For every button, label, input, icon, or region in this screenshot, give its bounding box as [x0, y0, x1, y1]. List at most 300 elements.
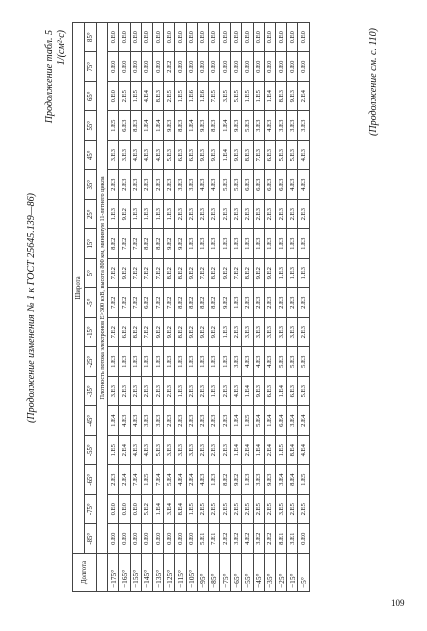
flux-value-cell: 1.E4 — [264, 82, 275, 112]
flux-value-cell: 0.E0 — [108, 524, 119, 554]
longitude-cell: −85° — [208, 554, 219, 592]
flux-value-cell: 8.E2 — [152, 229, 163, 259]
flux-value-cell: 3.E3 — [231, 347, 242, 377]
flux-value-cell: 7.E2 — [164, 288, 175, 318]
flux-value-cell: 1.E3 — [287, 229, 298, 259]
flux-value-cell: 0.E0 — [298, 52, 309, 82]
flux-value-cell: 1.E5 — [298, 465, 309, 495]
flux-value-cell: 3.E3 — [108, 377, 119, 407]
flux-value-cell: 4.E3 — [141, 141, 152, 171]
flux-value-cell: 3.E3 — [253, 111, 264, 141]
flux-value-cell: 1.E3 — [231, 229, 242, 259]
flux-value-cell: 3.E3 — [152, 406, 163, 436]
table-row — [298, 22, 309, 591]
flux-value-cell: 1.E3 — [298, 229, 309, 259]
latitude-title-row — [73, 22, 85, 591]
table-row — [108, 22, 119, 591]
flux-value-cell: 3.E4 — [287, 406, 298, 436]
flux-value-cell: 1.E5 — [108, 111, 119, 141]
flux-value-cell: 0.E0 — [186, 22, 197, 52]
flux-value-cell: 0.E0 — [130, 52, 141, 82]
flux-value-cell: 2.E5 — [197, 495, 208, 525]
flux-value-cell: 0.E0 — [175, 52, 186, 82]
flux-value-cell: 7.E2 — [152, 259, 163, 289]
latitude-header-cell: 15° — [85, 229, 97, 259]
flux-value-cell: 1.E3 — [175, 347, 186, 377]
flux-value-cell: 3.E2 — [253, 524, 264, 554]
flux-value-cell: 2.E3 — [175, 406, 186, 436]
flux-value-cell: 4.E3 — [130, 436, 141, 466]
flux-value-cell: 9.E2 — [253, 259, 264, 289]
flux-value-cell: 6.E3 — [264, 141, 275, 171]
flux-value-cell: 1.E4 — [141, 111, 152, 141]
longitude-header: Долгота — [73, 554, 97, 592]
flux-value-cell: 0.E0 — [119, 495, 130, 525]
latitude-header-cell: 75° — [85, 52, 97, 82]
flux-value-cell: 4.E3 — [298, 170, 309, 200]
flux-value-cell: 3.E3 — [242, 318, 253, 348]
table-caption: Плотность потока электронов Е>300 кэВ, высота 800 км, минимум 11-летнего цикла — [97, 22, 108, 553]
flux-value-cell: 9.E2 — [220, 288, 231, 318]
flux-value-cell: 2.E3 — [276, 288, 287, 318]
longitude-cell: −155° — [130, 554, 141, 592]
flux-value-cell: 3.E2 — [231, 524, 242, 554]
flux-value-cell: 8.E4 — [175, 495, 186, 525]
flux-value-cell: 0.E0 — [108, 82, 119, 112]
flux-value-cell: 1.E4 — [264, 406, 275, 436]
table-row — [208, 22, 219, 591]
flux-value-cell: 0.E0 — [119, 22, 130, 52]
flux-value-cell: 2.E4 — [119, 465, 130, 495]
flux-value-cell: 7.E1 — [208, 524, 219, 554]
flux-value-cell: 4.E4 — [298, 436, 309, 466]
latitude-header-cell: -65° — [85, 465, 97, 495]
flux-value-cell: 0.E0 — [197, 22, 208, 52]
flux-value-cell: 4.E4 — [141, 82, 152, 112]
flux-value-cell: 0.E0 — [220, 52, 231, 82]
flux-value-cell: 0.E0 — [141, 524, 152, 554]
flux-value-cell: 4.E3 — [197, 465, 208, 495]
flux-value-cell: 8.E2 — [175, 259, 186, 289]
flux-value-cell: 6.E3 — [287, 377, 298, 407]
flux-value-cell: 2.E3 — [164, 406, 175, 436]
flux-value-cell: 1.E3 — [141, 347, 152, 377]
flux-value-cell: 2.E3 — [186, 377, 197, 407]
flux-value-cell: 2.E3 — [220, 200, 231, 230]
flux-value-cell: 0.E0 — [287, 52, 298, 82]
flux-value-cell: 2.E3 — [208, 406, 219, 436]
flux-value-cell: 1.E4 — [152, 111, 163, 141]
flux-value-cell: 9.E2 — [186, 259, 197, 289]
longitude-cell: −165° — [119, 554, 130, 592]
flux-value-cell: 3.E3 — [164, 436, 175, 466]
flux-value-cell: 1.E5 — [141, 465, 152, 495]
flux-value-cell: 9.E3 — [164, 111, 175, 141]
flux-value-cell: 6.E2 — [119, 318, 130, 348]
flux-value-cell: 6.E3 — [175, 141, 186, 171]
flux-value-cell: 3.E3 — [186, 170, 197, 200]
flux-value-cell: 9.E3 — [287, 82, 298, 112]
table-row — [276, 22, 287, 591]
flux-value-cell: 7.E2 — [231, 259, 242, 289]
table-row — [130, 22, 141, 591]
flux-value-cell: 3.E1 — [287, 524, 298, 554]
flux-value-cell: 3.E3 — [264, 318, 275, 348]
flux-value-cell: 2.E5 — [298, 495, 309, 525]
latitude-header-cell: -75° — [85, 495, 97, 525]
flux-value-cell: 2.E3 — [175, 200, 186, 230]
flux-value-cell: 6.E3 — [276, 170, 287, 200]
flux-value-cell: 1.E3 — [264, 229, 275, 259]
flux-value-cell: 2.E5 — [231, 495, 242, 525]
flux-value-cell: 3.E3 — [253, 465, 264, 495]
flux-value-cell: 2.E3 — [298, 200, 309, 230]
flux-value-cell: 4.E3 — [264, 347, 275, 377]
flux-value-cell: 5.E3 — [298, 377, 309, 407]
flux-table — [72, 22, 310, 592]
flux-value-cell: 2.E3 — [264, 200, 275, 230]
flux-value-cell: 1.E3 — [197, 347, 208, 377]
flux-value-cell: 1.E3 — [220, 347, 231, 377]
flux-value-cell: 4.E3 — [119, 406, 130, 436]
flux-value-cell: 2.E3 — [208, 200, 219, 230]
latitude-header-cell: 45° — [85, 141, 97, 171]
flux-value-cell: 0.E0 — [208, 52, 219, 82]
flux-value-cell: 4.E3 — [130, 141, 141, 171]
flux-value-cell: 2.E3 — [231, 200, 242, 230]
flux-value-cell: 3.E3 — [141, 406, 152, 436]
flux-value-cell: 2.E2 — [264, 524, 275, 554]
flux-value-cell: 2.E3 — [220, 436, 231, 466]
flux-value-cell: 1.E5 — [186, 495, 197, 525]
flux-value-cell: 8.E2 — [208, 288, 219, 318]
flux-value-cell: 0.E0 — [264, 22, 275, 52]
flux-value-cell: 8.E3 — [208, 111, 219, 141]
amendment-header: (Продолжение изменения № 1 к ГОСТ 25645.139—86) — [26, 193, 37, 423]
latitude-header-cell: 55° — [85, 111, 97, 141]
flux-value-cell: 9.E3 — [231, 111, 242, 141]
flux-value-cell: 9.E2 — [231, 465, 242, 495]
flux-value-cell: 4.E3 — [253, 347, 264, 377]
table-row — [264, 22, 275, 591]
flux-value-cell: 5.E2 — [141, 495, 152, 525]
flux-value-cell: 1.E4 — [253, 436, 264, 466]
flux-value-cell: 0.E0 — [253, 22, 264, 52]
flux-value-cell: 8.E2 — [175, 288, 186, 318]
flux-value-cell: 1.E3 — [276, 259, 287, 289]
flux-value-cell: 1.E4 — [186, 111, 197, 141]
table-row — [287, 22, 298, 591]
flux-value-cell: 9.E2 — [164, 229, 175, 259]
flux-value-cell: 2.E3 — [164, 170, 175, 200]
flux-value-cell: 4.E3 — [197, 170, 208, 200]
flux-value-cell: 1.E5 — [276, 436, 287, 466]
flux-value-cell: 0.E0 — [175, 22, 186, 52]
flux-value-cell: 4.E3 — [141, 436, 152, 466]
latitude-header-cell: -5° — [85, 288, 97, 318]
flux-value-cell: 2.E3 — [152, 377, 163, 407]
flux-value-cell: 1.E3 — [130, 200, 141, 230]
longitude-cell: −105° — [186, 554, 197, 592]
flux-value-cell: 8.E2 — [141, 229, 152, 259]
flux-value-cell: 0.E0 — [186, 52, 197, 82]
flux-value-cell: 2.E3 — [264, 288, 275, 318]
longitude-cell: −55° — [242, 554, 253, 592]
flux-value-cell: 1.E3 — [108, 200, 119, 230]
flux-value-cell: 3.E3 — [186, 436, 197, 466]
flux-value-cell: 4.E3 — [242, 347, 253, 377]
table-row — [152, 22, 163, 591]
flux-value-cell: 0.E0 — [152, 524, 163, 554]
flux-value-cell: 1.E3 — [186, 229, 197, 259]
flux-value-cell: 6.E3 — [264, 170, 275, 200]
flux-value-cell: 7.E2 — [108, 318, 119, 348]
flux-value-cell: 2.E2 — [220, 524, 231, 554]
flux-value-cell: 2.E3 — [253, 200, 264, 230]
flux-value-cell: 2.E4 — [298, 82, 309, 112]
flux-value-cell: 0.E0 — [231, 22, 242, 52]
flux-value-cell: 7.E2 — [197, 259, 208, 289]
flux-value-cell: 2.E3 — [220, 406, 231, 436]
flux-value-cell: 3.E3 — [298, 111, 309, 141]
flux-value-cell: 4.E3 — [130, 406, 141, 436]
flux-value-cell: 7.E2 — [108, 259, 119, 289]
flux-value-cell: 2.E3 — [141, 170, 152, 200]
flux-value-cell: 0.E0 — [108, 52, 119, 82]
flux-value-cell: 2.E3 — [186, 406, 197, 436]
flux-value-cell: 6.E4 — [276, 406, 287, 436]
flux-value-cell: 2.E3 — [287, 200, 298, 230]
flux-value-cell: 1.E5 — [242, 406, 253, 436]
flux-value-cell: 2.E3 — [242, 200, 253, 230]
flux-value-cell: 1.E4 — [108, 406, 119, 436]
latitude-header-cell: -45° — [85, 406, 97, 436]
flux-value-cell: 1.E3 — [220, 229, 231, 259]
flux-value-cell: 2.E3 — [152, 170, 163, 200]
flux-value-cell: 2.E3 — [242, 288, 253, 318]
table-row — [164, 22, 175, 591]
unit-label: 1/(см²·с) — [56, 30, 67, 66]
flux-value-cell: 2.E3 — [298, 288, 309, 318]
flux-value-cell: 1.E4 — [231, 406, 242, 436]
flux-value-cell: 1.E6 — [197, 82, 208, 112]
flux-value-cell: 1.E3 — [287, 259, 298, 289]
flux-value-cell: 2.E5 — [287, 495, 298, 525]
flux-value-cell: 0.E0 — [264, 52, 275, 82]
flux-value-cell: 2.E5 — [164, 82, 175, 112]
flux-value-cell: 7.E2 — [108, 288, 119, 318]
flux-value-cell: 1.E3 — [242, 229, 253, 259]
flux-value-cell: 7.E2 — [130, 288, 141, 318]
flux-value-cell: 4.E3 — [231, 377, 242, 407]
flux-value-cell: 2.E5 — [253, 495, 264, 525]
flux-value-cell: 5.E3 — [220, 170, 231, 200]
flux-value-cell: 1.E3 — [108, 347, 119, 377]
flux-value-cell: 4.E4 — [175, 465, 186, 495]
flux-value-cell: 0.E0 — [164, 22, 175, 52]
flux-value-cell: 1.E3 — [220, 318, 231, 348]
flux-value-cell: 0.E0 — [287, 22, 298, 52]
flux-value-cell: 3.E3 — [108, 141, 119, 171]
flux-value-cell: 9.E2 — [208, 318, 219, 348]
table-row — [231, 22, 242, 591]
flux-value-cell: 0.E0 — [108, 495, 119, 525]
flux-value-cell: 1.E5 — [175, 82, 186, 112]
table-row — [186, 22, 197, 591]
flux-value-cell: 1.E4 — [220, 111, 231, 141]
flux-value-cell: 1.E3 — [231, 288, 242, 318]
flux-value-cell: 2.E3 — [130, 170, 141, 200]
flux-value-cell: 9.E3 — [197, 111, 208, 141]
flux-value-cell: 5.E3 — [276, 141, 287, 171]
flux-value-cell: 7.E4 — [152, 465, 163, 495]
flux-value-cell: 8.E2 — [164, 259, 175, 289]
table-body — [108, 22, 309, 591]
longitude-cell: −15° — [287, 554, 298, 592]
flux-value-cell: 1.E3 — [152, 347, 163, 377]
table-row — [242, 22, 253, 591]
flux-value-cell: 2.E3 — [164, 377, 175, 407]
flux-value-cell: 5.E1 — [197, 524, 208, 554]
flux-value-cell: 9.E2 — [119, 259, 130, 289]
flux-value-cell: 0.E0 — [197, 52, 208, 82]
table-row — [220, 22, 231, 591]
flux-value-cell: 7.E2 — [130, 259, 141, 289]
flux-value-cell: 1.E3 — [164, 200, 175, 230]
flux-value-cell: 1.E4 — [276, 377, 287, 407]
latitude-header-cell: -35° — [85, 377, 97, 407]
latitude-header-cell: 85° — [85, 22, 97, 52]
flux-value-cell: 2.E3 — [253, 288, 264, 318]
flux-value-cell: 2.E2 — [164, 52, 175, 82]
flux-value-cell: 1.E4 — [152, 495, 163, 525]
longitude-cell: −125° — [164, 554, 175, 592]
flux-value-cell: 8.E2 — [208, 259, 219, 289]
flux-value-cell: 8.E2 — [197, 288, 208, 318]
flux-value-cell: 2.E3 — [276, 200, 287, 230]
flux-value-cell: 6.E3 — [264, 377, 275, 407]
flux-value-cell: 2.E3 — [197, 436, 208, 466]
flux-value-cell: 8.E2 — [186, 288, 197, 318]
flux-value-cell: 1.E3 — [208, 377, 219, 407]
flux-value-cell: 8.E2 — [242, 259, 253, 289]
longitude-cell: −65° — [231, 554, 242, 592]
flux-value-cell: 8.E2 — [108, 229, 119, 259]
flux-value-cell: 2.E4 — [298, 406, 309, 436]
flux-value-cell: 7.E5 — [208, 82, 219, 112]
flux-value-cell: 2.E4 — [119, 436, 130, 466]
flux-value-cell: 3.E3 — [276, 111, 287, 141]
flux-value-cell: 2.E3 — [197, 406, 208, 436]
flux-value-cell: 5.E3 — [152, 436, 163, 466]
flux-value-cell: 0.E0 — [164, 524, 175, 554]
flux-value-cell: 1.E3 — [186, 347, 197, 377]
flux-value-cell: 0.E0 — [141, 22, 152, 52]
flux-value-cell: 8.E3 — [242, 141, 253, 171]
flux-value-cell: 3.E3 — [175, 436, 186, 466]
table-continuation-label: Продолжение табл. 5 — [44, 30, 55, 124]
flux-value-cell: 2.E5 — [242, 495, 253, 525]
flux-value-cell: 8.E4 — [287, 465, 298, 495]
flux-value-cell: 2.E3 — [130, 377, 141, 407]
latitude-header: Широта — [73, 22, 85, 553]
flux-value-cell: 1.E3 — [197, 229, 208, 259]
longitude-cell: −115° — [175, 554, 186, 592]
flux-value-cell: 4.E2 — [242, 524, 253, 554]
flux-value-cell: 2.E5 — [119, 82, 130, 112]
flux-value-cell: 0.E0 — [298, 22, 309, 52]
flux-value-cell: 0.E0 — [130, 22, 141, 52]
flux-value-cell: 3.E5 — [220, 82, 231, 112]
latitude-header-cell: 65° — [85, 82, 97, 112]
flux-value-cell: 3.E3 — [119, 141, 130, 171]
longitude-cell: −145° — [141, 554, 152, 592]
flux-value-cell: 9.E3 — [208, 141, 219, 171]
flux-value-cell: 6.E3 — [186, 141, 197, 171]
flux-value-cell: 2.E3 — [298, 318, 309, 348]
flux-value-cell: 1.E4 — [242, 377, 253, 407]
table-row — [119, 22, 130, 591]
flux-value-cell: 9.E2 — [197, 318, 208, 348]
flux-value-cell: 3.E4 — [276, 465, 287, 495]
flux-value-cell: 2.E4 — [242, 436, 253, 466]
longitude-cell: −35° — [264, 554, 275, 592]
flux-value-cell: 9.E3 — [264, 465, 275, 495]
flux-value-cell: 6.E3 — [253, 170, 264, 200]
latitude-header-cell: 35° — [85, 170, 97, 200]
flux-value-cell: 3.E4 — [164, 495, 175, 525]
flux-value-cell: 9.E2 — [164, 318, 175, 348]
flux-value-cell: 1.E3 — [208, 229, 219, 259]
flux-value-cell: 1.E3 — [208, 465, 219, 495]
flux-value-cell: 7.E2 — [141, 318, 152, 348]
flux-value-cell: 5.E5 — [231, 82, 242, 112]
flux-value-cell: 2.E5 — [264, 495, 275, 525]
flux-value-cell: 1.E4 — [220, 141, 231, 171]
flux-value-cell: 1.E3 — [298, 259, 309, 289]
rotated-page — [16, 24, 388, 592]
flux-value-cell: 0.E0 — [119, 524, 130, 554]
flux-value-cell: 2.E3 — [231, 318, 242, 348]
caption-row — [97, 22, 108, 591]
flux-value-cell: 7.E2 — [141, 259, 152, 289]
flux-value-cell: 0.E0 — [130, 524, 141, 554]
flux-value-cell: 0.E0 — [253, 52, 264, 82]
latitude-values-row — [85, 22, 97, 591]
flux-value-cell: 1.E3 — [175, 377, 186, 407]
flux-value-cell: 1.E3 — [253, 229, 264, 259]
flux-value-cell: 5.E3 — [276, 347, 287, 377]
latitude-header-cell: 5° — [85, 259, 97, 289]
flux-value-cell: 5.E3 — [298, 347, 309, 377]
flux-value-cell: 8.E3 — [276, 82, 287, 112]
flux-value-cell: 0.E0 — [242, 52, 253, 82]
page-number: 109 — [391, 598, 405, 608]
flux-value-cell: 6.E2 — [141, 288, 152, 318]
flux-value-cell: 7.E3 — [253, 141, 264, 171]
flux-value-cell: 8.E1 — [276, 524, 287, 554]
flux-value-cell: 7.E2 — [119, 229, 130, 259]
longitude-cell: −95° — [197, 554, 208, 592]
flux-value-cell: 8.E3 — [175, 111, 186, 141]
flux-value-cell: 3.E5 — [276, 495, 287, 525]
flux-value-cell: 3.E3 — [276, 318, 287, 348]
flux-value-cell: 9.E2 — [220, 259, 231, 289]
flux-value-cell: 4.E3 — [287, 170, 298, 200]
flux-value-cell: 4.E3 — [208, 170, 219, 200]
flux-value-cell: 9.E2 — [264, 259, 275, 289]
longitude-cell: −45° — [253, 554, 264, 592]
